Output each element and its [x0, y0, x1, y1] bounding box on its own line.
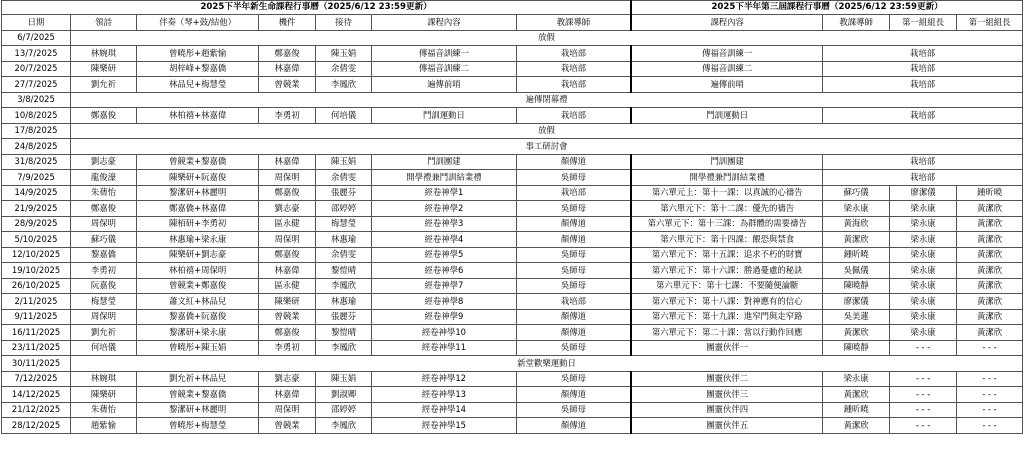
table-row [2, 201, 1023, 217]
worship-leader-cell: 朱蒨怡 [71, 402, 137, 418]
right-course-cell: 開學禮兼鬥訓結業禮 [631, 170, 822, 186]
accompaniment-cell: 林惠瑜+梁永康 [136, 232, 258, 248]
group-leader-2-cell: - - - [957, 387, 1023, 403]
av-cell: 林嘉偉 [259, 263, 315, 279]
merged-event-cell: 新堂歡樂運動日 [71, 356, 1023, 372]
table-row [2, 46, 1023, 62]
course-cell: 遍傳前哨 [372, 77, 516, 93]
usher-cell: 陳玉娟 [315, 154, 371, 170]
av-cell: 林嘉偉 [259, 154, 315, 170]
worship-leader-cell: 朱蒨怡 [71, 185, 137, 201]
course-cell: 經卷神學9 [372, 309, 516, 325]
accompaniment-cell: 黎嘉僑+阮嘉俊 [136, 309, 258, 325]
group-leader-1-cell: - - - [890, 340, 957, 356]
date-cell: 16/11/2025 [2, 325, 71, 341]
group-leader-2-cell: - - - [957, 402, 1023, 418]
right-course-cell: 第六單元下：第十四課：餵恐與禁食 [631, 232, 822, 248]
worship-leader-cell: 蘇巧儀 [71, 232, 137, 248]
accompaniment-cell: 曾曉彤+梅慧瑩 [136, 418, 258, 434]
right-teacher-cell: 吳佩儀 [823, 263, 890, 279]
date-cell: 3/8/2025 [2, 92, 71, 108]
group-leader-1-cell: 梁永康 [890, 232, 957, 248]
teacher-cell: 栽培部 [516, 108, 631, 124]
table-row [2, 30, 1023, 46]
group-leader-2-cell: 黃潔欣 [957, 294, 1023, 310]
date-cell: 5/10/2025 [2, 232, 71, 248]
date-cell: 7/12/2025 [2, 371, 71, 387]
table-row [2, 123, 1023, 139]
group-leader-2-cell: 黃潔欣 [957, 216, 1023, 232]
teacher-cell: 栽培部 [516, 294, 631, 310]
accompaniment-cell: 陳栢研+李勇初 [136, 216, 258, 232]
right-title: 2025下半年第三屆課程行事曆（2025/6/12 23:59更新） [631, 1, 1022, 15]
usher-cell: 邵婷婷 [315, 201, 371, 217]
header-usher: 接待 [315, 15, 371, 31]
usher-cell: 李鳳欣 [315, 278, 371, 294]
date-cell: 20/7/2025 [2, 61, 71, 77]
course-cell: 經卷神學8 [372, 294, 516, 310]
right-course-cell: 團靈伙伴二 [631, 371, 822, 387]
table-row [2, 325, 1023, 341]
right-teacher-cell: 鍾昕曉 [823, 247, 890, 263]
accompaniment-cell: 林品兒+梅慧瑩 [136, 77, 258, 93]
teacher-cell: 栽培部 [516, 77, 631, 93]
table-row [2, 402, 1023, 418]
group-leader-1-cell: - - - [890, 418, 957, 434]
header-date: 日期 [2, 15, 71, 31]
accompaniment-cell: 黎潔研+林麗明 [136, 185, 258, 201]
group-leader-2-cell: 黃潔欣 [957, 247, 1023, 263]
worship-leader-cell: 鄭嘉俊 [71, 201, 137, 217]
accompaniment-cell: 陳樂研+阮嘉俊 [136, 170, 258, 186]
course-cell: 傳福音訓練二 [372, 61, 516, 77]
date-cell: 26/10/2025 [2, 278, 71, 294]
table-row [2, 139, 1023, 155]
group-leader-1-cell: 梁永康 [890, 263, 957, 279]
right-course-cell: 第六單元下：第二十課：當以行動作回應 [631, 325, 822, 341]
av-cell: 鄭嘉俊 [259, 46, 315, 62]
date-cell: 21/9/2025 [2, 201, 71, 217]
group-leader-1-cell: 廖潔儀 [890, 185, 957, 201]
right-teacher-cell: 吳美蓮 [823, 309, 890, 325]
header-group-leader-1: 第一組組長 [890, 15, 957, 31]
teacher-cell: 顏傳道 [516, 325, 631, 341]
course-cell: 經卷神學14 [372, 402, 516, 418]
teacher-cell: 栽培部 [516, 185, 631, 201]
right-merged-cell: 栽培部 [823, 170, 1023, 186]
group-leader-1-cell: 梁永康 [890, 309, 957, 325]
date-cell: 30/11/2025 [2, 356, 71, 372]
table-row [2, 356, 1023, 372]
right-merged-cell: 栽培部 [823, 108, 1023, 124]
teacher-cell: 顏傳道 [516, 309, 631, 325]
header-right-teacher: 教課導師 [823, 15, 890, 31]
group-leader-2-cell: 黃潔欣 [957, 309, 1023, 325]
date-cell: 27/7/2025 [2, 77, 71, 93]
av-cell: 區永健 [259, 216, 315, 232]
right-teacher-cell: 梁永康 [823, 371, 890, 387]
table-row [2, 247, 1023, 263]
group-leader-2-cell: - - - [957, 340, 1023, 356]
table-row [2, 92, 1023, 108]
right-merged-cell: 栽培部 [823, 154, 1023, 170]
course-cell: 經卷神學12 [372, 371, 516, 387]
right-course-cell: 第六單元下：第十二課：優先的禱告 [631, 201, 822, 217]
usher-cell: 林惠瑜 [315, 294, 371, 310]
right-course-cell: 傳福音訓練一 [631, 46, 822, 62]
right-merged-cell: 栽培部 [823, 61, 1023, 77]
table-row [2, 294, 1023, 310]
date-cell: 13/7/2025 [2, 46, 71, 62]
course-cell: 經卷神學10 [372, 325, 516, 341]
right-course-cell: 第六單元下：第十七課：不要隨便論斷 [631, 278, 822, 294]
usher-cell: 余倩雯 [315, 61, 371, 77]
date-cell: 14/12/2025 [2, 387, 71, 403]
teacher-cell: 吳師母 [516, 263, 631, 279]
group-leader-2-cell: 黃潔欣 [957, 325, 1023, 341]
course-cell: 鬥訓團建 [372, 154, 516, 170]
header-av: 機件 [259, 15, 315, 31]
av-cell: 李勇初 [259, 340, 315, 356]
group-leader-2-cell: 黃潔欣 [957, 232, 1023, 248]
course-cell: 經卷神學13 [372, 387, 516, 403]
right-course-cell: 第六單元下：第十三課：為群體的需要禱告 [631, 216, 822, 232]
course-cell: 開學禮兼鬥訓結業禮 [372, 170, 516, 186]
course-cell: 經卷神學5 [372, 247, 516, 263]
right-course-cell: 鬥訓團建 [631, 154, 822, 170]
teacher-cell: 吳師母 [516, 340, 631, 356]
header-group-leader-2: 第一組組長 [957, 15, 1023, 31]
course-cell: 經卷神學3 [372, 216, 516, 232]
table-row [2, 170, 1023, 186]
merged-event-cell: 遍傳閉幕禮 [71, 92, 1023, 108]
right-teacher-cell: 黃海欣 [823, 216, 890, 232]
av-cell: 李勇初 [259, 108, 315, 124]
date-cell: 24/8/2025 [2, 139, 71, 155]
date-cell: 9/11/2025 [2, 309, 71, 325]
group-leader-1-cell: - - - [890, 402, 957, 418]
table-row [2, 216, 1023, 232]
right-course-cell: 遍傳前哨 [631, 77, 822, 93]
worship-leader-cell: 阮嘉俊 [71, 278, 137, 294]
header-right-course: 課程內容 [631, 15, 822, 31]
av-cell: 曾競業 [259, 418, 315, 434]
av-cell: 周保明 [259, 402, 315, 418]
group-leader-1-cell: - - - [890, 387, 957, 403]
usher-cell: 黎愷晴 [315, 263, 371, 279]
table-row [2, 263, 1023, 279]
group-leader-1-cell: 梁永康 [890, 201, 957, 217]
group-leader-2-cell: 黃潔欣 [957, 278, 1023, 294]
av-cell: 周保明 [259, 170, 315, 186]
av-cell: 劉志豪 [259, 371, 315, 387]
right-course-cell: 第六單元下：第十八課：對神應有的信心 [631, 294, 822, 310]
group-leader-2-cell: - - - [957, 371, 1023, 387]
usher-cell: 何培儀 [315, 108, 371, 124]
right-teacher-cell: 鍾昕曉 [823, 402, 890, 418]
merged-event-cell: 事工研討會 [71, 139, 1023, 155]
header-accompaniment: 伴奏（琴+鼓/結他） [136, 15, 258, 31]
usher-cell: 梅慧瑩 [315, 216, 371, 232]
course-cell: 經卷神學7 [372, 278, 516, 294]
table-row [2, 108, 1023, 124]
date-cell: 28/12/2025 [2, 418, 71, 434]
table-row [2, 61, 1023, 77]
accompaniment-cell: 林柏禧+林嘉偉 [136, 108, 258, 124]
course-cell: 經卷神學11 [372, 340, 516, 356]
worship-leader-cell: 鄭嘉俊 [71, 108, 137, 124]
table-row [2, 77, 1023, 93]
date-cell: 2/11/2025 [2, 294, 71, 310]
date-cell: 31/8/2025 [2, 154, 71, 170]
accompaniment-cell: 黎潔研+梁永康 [136, 325, 258, 341]
header-teacher: 教課導師 [516, 15, 631, 31]
right-course-cell: 第六單元下：第十五課：追求不朽的財寶 [631, 247, 822, 263]
accompaniment-cell: 曾競業+黎嘉僑 [136, 154, 258, 170]
table-row [2, 309, 1023, 325]
right-course-cell: 傳福音訓練二 [631, 61, 822, 77]
header-row [2, 15, 1023, 31]
usher-cell: 張麗芬 [315, 185, 371, 201]
usher-cell: 余倩雯 [315, 170, 371, 186]
right-course-cell: 團靈伙伴五 [631, 418, 822, 434]
group-leader-1-cell: 梁永康 [890, 325, 957, 341]
group-leader-1-cell: 梁永康 [890, 278, 957, 294]
worship-leader-cell: 李勇初 [71, 263, 137, 279]
teacher-cell: 顏傳道 [516, 216, 631, 232]
av-cell: 周保明 [259, 232, 315, 248]
teacher-cell: 顏傳道 [516, 232, 631, 248]
teacher-cell: 顏傳道 [516, 387, 631, 403]
accompaniment-cell: 曾曉彤+陳玉娟 [136, 340, 258, 356]
teacher-cell: 吳師母 [516, 371, 631, 387]
date-cell: 10/8/2025 [2, 108, 71, 124]
right-teacher-cell: 黃潔欣 [823, 232, 890, 248]
right-merged-cell: 栽培部 [823, 77, 1023, 93]
group-leader-2-cell: - - - [957, 418, 1023, 434]
right-course-cell: 第六單元上：第十一課：以真誠的心禱告 [631, 185, 822, 201]
table-row [2, 371, 1023, 387]
usher-cell: 邵婷婷 [315, 402, 371, 418]
av-cell: 陳樂研 [259, 294, 315, 310]
accompaniment-cell: 陳樂研+劉志豪 [136, 247, 258, 263]
accompaniment-cell: 鄭嘉僑+林嘉偉 [136, 201, 258, 217]
usher-cell: 黎愷晴 [315, 325, 371, 341]
group-leader-2-cell: 黃潔欣 [957, 263, 1023, 279]
av-cell: 林嘉偉 [259, 387, 315, 403]
teacher-cell: 吳師母 [516, 170, 631, 186]
right-course-cell: 團靈伙伴四 [631, 402, 822, 418]
accompaniment-cell: 胡梓峰+黎嘉僑 [136, 61, 258, 77]
right-course-cell: 團靈伙伴三 [631, 387, 822, 403]
worship-leader-cell: 陳樂研 [71, 387, 137, 403]
worship-leader-cell: 周保明 [71, 216, 137, 232]
group-leader-1-cell: 梁永康 [890, 216, 957, 232]
teacher-cell: 吳師母 [516, 201, 631, 217]
table-row [2, 154, 1023, 170]
usher-cell: 李鳳欣 [315, 77, 371, 93]
course-cell: 鬥訓運動日 [372, 108, 516, 124]
accompaniment-cell: 黎潔研+林麗明 [136, 402, 258, 418]
left-title: 2025下半年新生命課程行事曆（2025/6/12 23:59更新） [2, 1, 632, 15]
course-cell: 傳福音訓練一 [372, 46, 516, 62]
usher-cell: 陳玉娟 [315, 371, 371, 387]
right-teacher-cell: 梁永康 [823, 201, 890, 217]
table-row [2, 340, 1023, 356]
date-cell: 14/9/2025 [2, 185, 71, 201]
group-leader-2-cell: 黃潔欣 [957, 201, 1023, 217]
right-course-cell: 鬥訓運動日 [631, 108, 822, 124]
worship-leader-cell: 林婉琪 [71, 46, 137, 62]
accompaniment-cell: 林柏禧+周保明 [136, 263, 258, 279]
date-cell: 19/10/2025 [2, 263, 71, 279]
worship-leader-cell: 趙紫愉 [71, 418, 137, 434]
worship-leader-cell: 劉志豪 [71, 154, 137, 170]
right-course-cell: 第六單元下：第十六課：勝過憂慮的秘訣 [631, 263, 822, 279]
date-cell: 21/12/2025 [2, 402, 71, 418]
worship-leader-cell: 林婉琪 [71, 371, 137, 387]
teacher-cell: 顏傳道 [516, 154, 631, 170]
date-cell: 7/9/2025 [2, 170, 71, 186]
right-course-cell: 團靈伙伴一 [631, 340, 822, 356]
usher-cell: 林惠瑜 [315, 232, 371, 248]
worship-leader-cell: 何培儀 [71, 340, 137, 356]
usher-cell: 陳玉娟 [315, 46, 371, 62]
worship-leader-cell: 陳樂研 [71, 61, 137, 77]
date-cell: 6/7/2025 [2, 30, 71, 46]
date-cell: 23/11/2025 [2, 340, 71, 356]
av-cell: 曾競業 [259, 309, 315, 325]
teacher-cell: 吳師母 [516, 278, 631, 294]
table-row [2, 185, 1023, 201]
group-leader-2-cell: 鍾昕曉 [957, 185, 1023, 201]
right-teacher-cell: 陳曉靜 [823, 278, 890, 294]
merged-event-cell: 放假 [71, 30, 1023, 46]
right-teacher-cell: 黃潔欣 [823, 325, 890, 341]
right-teacher-cell: 黃潔欣 [823, 418, 890, 434]
usher-cell: 余倩雯 [315, 247, 371, 263]
av-cell: 鄭嘉俊 [259, 325, 315, 341]
teacher-cell: 吳師母 [516, 402, 631, 418]
usher-cell: 張麗芬 [315, 309, 371, 325]
worship-leader-cell: 劉允祈 [71, 325, 137, 341]
teacher-cell: 栽培部 [516, 61, 631, 77]
worship-leader-cell: 龍俊濠 [71, 170, 137, 186]
header-course: 課程內容 [372, 15, 516, 31]
schedule-table [1, 0, 1023, 434]
date-cell: 17/8/2025 [2, 123, 71, 139]
usher-cell: 李鳳欣 [315, 340, 371, 356]
av-cell: 劉志豪 [259, 201, 315, 217]
group-leader-1-cell: - - - [890, 371, 957, 387]
right-teacher-cell: 黃潔欣 [823, 387, 890, 403]
course-cell: 經卷神學6 [372, 263, 516, 279]
table-row [2, 232, 1023, 248]
group-leader-1-cell: 梁永康 [890, 294, 957, 310]
worship-leader-cell: 周保明 [71, 309, 137, 325]
teacher-cell: 顏傳道 [516, 418, 631, 434]
right-course-cell: 第六單元下：第十九課：進窄門與走窄路 [631, 309, 822, 325]
right-teacher-cell: 陳曉靜 [823, 340, 890, 356]
accompaniment-cell: 曾曉彤+趙紫愉 [136, 46, 258, 62]
worship-leader-cell: 劉允祈 [71, 77, 137, 93]
right-teacher-cell: 蘇巧儀 [823, 185, 890, 201]
date-cell: 12/10/2025 [2, 247, 71, 263]
title-row [2, 1, 1023, 15]
accompaniment-cell: 曾競業+黎嘉僑 [136, 387, 258, 403]
usher-cell: 劉淑卿 [315, 387, 371, 403]
date-cell: 28/9/2025 [2, 216, 71, 232]
course-cell: 經卷神學4 [372, 232, 516, 248]
right-merged-cell: 栽培部 [823, 46, 1023, 62]
right-teacher-cell: 廖潔儀 [823, 294, 890, 310]
course-cell: 經卷神學15 [372, 418, 516, 434]
av-cell: 鄭嘉俊 [259, 247, 315, 263]
table-row [2, 387, 1023, 403]
worship-leader-cell: 黎嘉僑 [71, 247, 137, 263]
av-cell: 鄭嘉俊 [259, 185, 315, 201]
table-row [2, 278, 1023, 294]
teacher-cell: 栽培部 [516, 46, 631, 62]
accompaniment-cell: 劉允祈+林品兒 [136, 371, 258, 387]
worship-leader-cell: 梅慧瑩 [71, 294, 137, 310]
av-cell: 區永健 [259, 278, 315, 294]
table-row [2, 418, 1023, 434]
usher-cell: 李鳳欣 [315, 418, 371, 434]
accompaniment-cell: 曾競業+鄭嘉俊 [136, 278, 258, 294]
header-worship-leader: 領詩 [71, 15, 137, 31]
course-cell: 經卷神學1 [372, 185, 516, 201]
course-cell: 經卷神學2 [372, 201, 516, 217]
av-cell: 曾競業 [259, 77, 315, 93]
accompaniment-cell: 蕭文紅+林品兒 [136, 294, 258, 310]
teacher-cell: 吳師母 [516, 247, 631, 263]
av-cell: 林嘉偉 [259, 61, 315, 77]
merged-event-cell: 放假 [71, 123, 1023, 139]
group-leader-1-cell: 梁永康 [890, 247, 957, 263]
